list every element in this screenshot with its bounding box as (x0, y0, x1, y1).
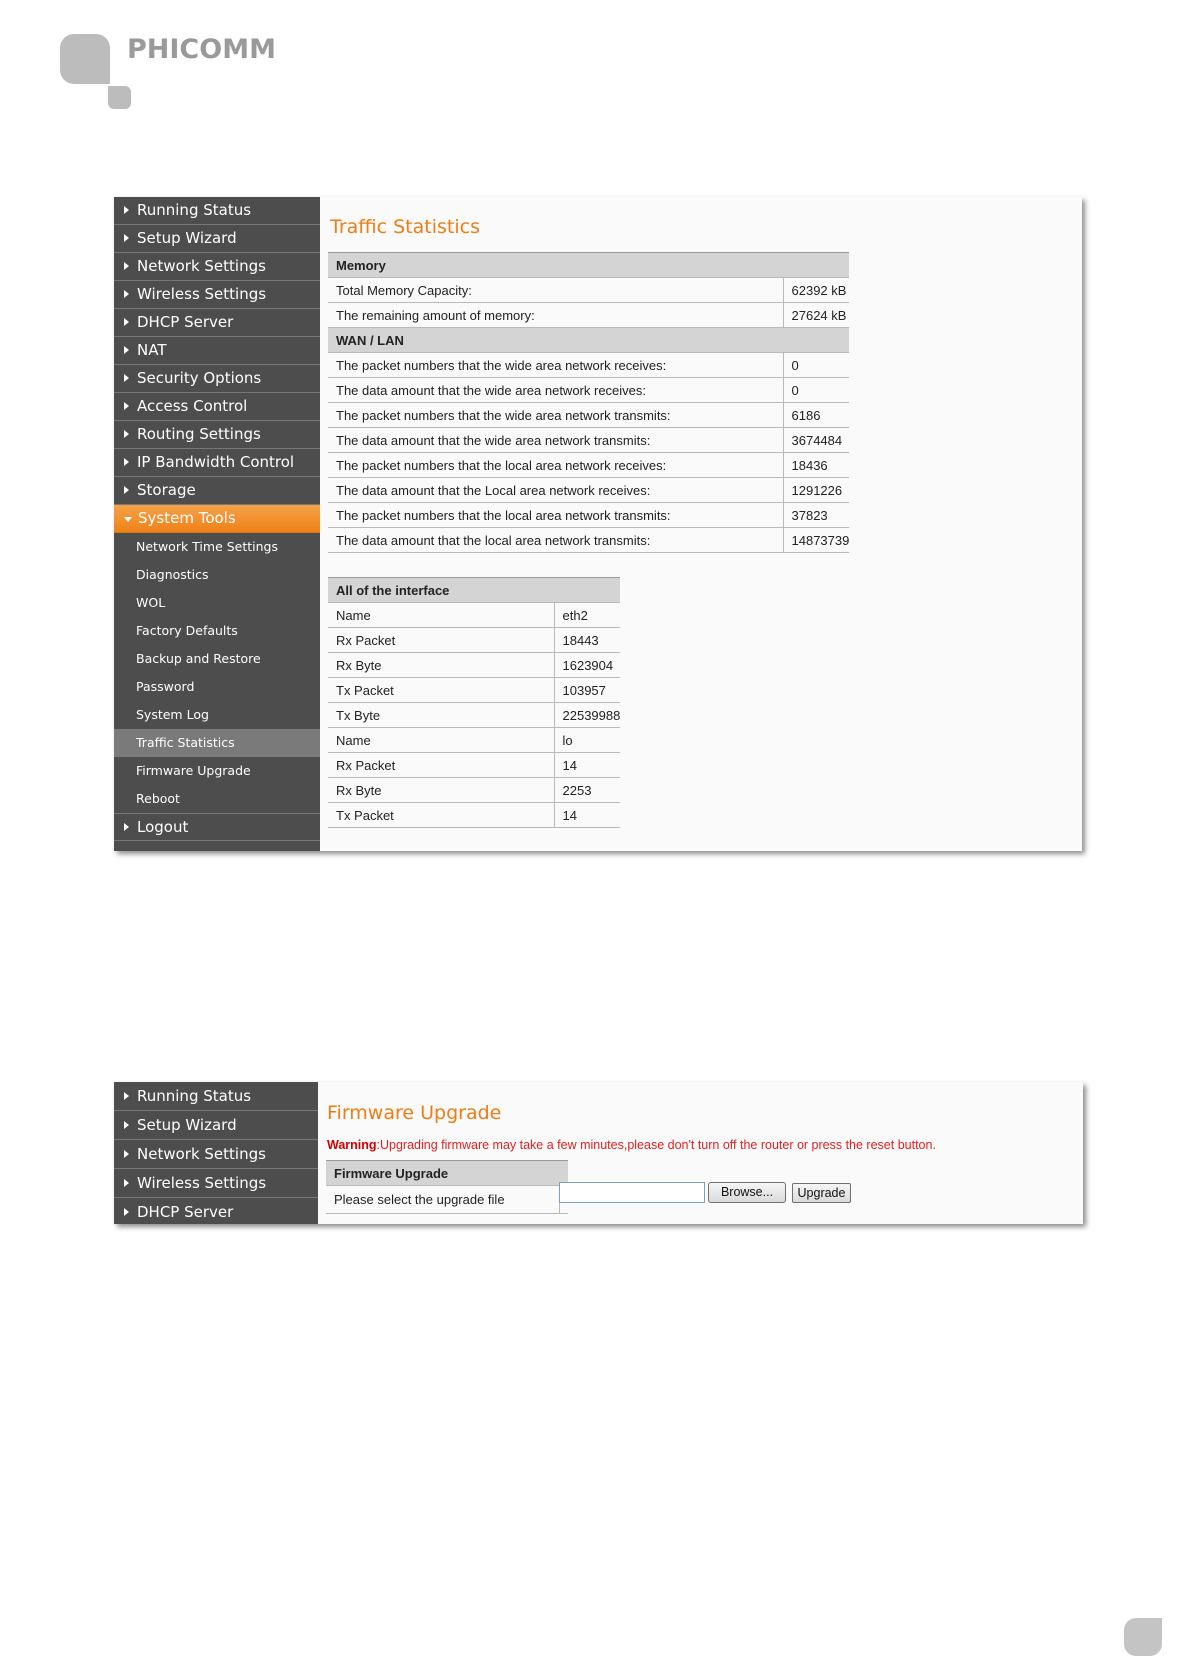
firmware-upgrade-screenshot (114, 1082, 1083, 1224)
triangle-right-icon (124, 430, 129, 438)
row-label: Rx Packet (328, 753, 554, 778)
table-row (328, 728, 620, 753)
table-row (328, 803, 620, 828)
table-row (328, 428, 849, 453)
warning-message (327, 1138, 936, 1152)
triangle-right-icon (124, 1121, 129, 1129)
table-row (328, 603, 620, 628)
menu-label: DHCP Server (137, 313, 234, 331)
section-header-memory: Memory (328, 253, 849, 278)
triangle-right-icon (124, 402, 129, 410)
logo-mark-small (108, 86, 131, 109)
submenu-item-factory-defaults[interactable]: Factory Defaults (136, 623, 238, 638)
triangle-right-icon (124, 823, 129, 831)
menu-label: Security Options (137, 369, 262, 387)
menu-label: Routing Settings (137, 425, 261, 443)
menu-label: Wireless Settings (137, 285, 267, 303)
triangle-right-icon (124, 262, 129, 270)
menu-label: Setup Wizard (137, 229, 237, 247)
row-label: Rx Byte (328, 653, 554, 678)
row-label: The remaining amount of memory: (328, 303, 783, 328)
row-value: 14 (554, 803, 620, 828)
submenu-item-diagnostics[interactable]: Diagnostics (136, 567, 209, 582)
menu-item-network-settings[interactable] (114, 1140, 318, 1169)
row-value: 6186 (783, 403, 849, 428)
page-corner-badge (1124, 1618, 1162, 1656)
sidebar-menu (114, 1082, 318, 1224)
menu-item-setup-wizard[interactable] (114, 1111, 318, 1140)
row-label: Please select the upgrade file (326, 1186, 559, 1214)
row-value: 18443 (554, 628, 620, 653)
table-row (328, 778, 620, 803)
table-row (328, 703, 620, 728)
menu-item-setup-wizard[interactable] (114, 225, 320, 253)
row-value: 2253 (554, 778, 620, 803)
page-title: Traffic Statistics (330, 216, 480, 238)
triangle-right-icon (124, 374, 129, 382)
triangle-right-icon (124, 318, 129, 326)
triangle-right-icon (124, 290, 129, 298)
menu-label: Wireless Settings (137, 1174, 267, 1192)
row-value: 0 (783, 378, 849, 403)
submenu-item-reboot[interactable]: Reboot (136, 791, 180, 806)
section-header-wan-lan: WAN / LAN (328, 328, 849, 353)
submenu-item-system-log[interactable]: System Log (136, 707, 209, 722)
table-row (328, 678, 620, 703)
menu-item-wireless-settings[interactable] (114, 281, 320, 309)
row-label: Rx Packet (328, 628, 554, 653)
memory-wan-table (328, 252, 849, 553)
triangle-right-icon (124, 206, 129, 214)
menu-label: Running Status (137, 201, 252, 219)
row-value: 62392 kB (783, 278, 849, 303)
row-label: The data amount that the local area network transmits: (328, 528, 783, 553)
page-title: Firmware Upgrade (327, 1102, 502, 1124)
row-label: The data amount that the wide area network transmits: (328, 428, 783, 453)
row-value: eth2 (554, 603, 620, 628)
menu-item-access-control[interactable] (114, 393, 320, 421)
row-label: Tx Byte (328, 703, 554, 728)
table-row (328, 378, 849, 403)
triangle-right-icon (124, 346, 129, 354)
warning-prefix: Warning (327, 1138, 377, 1152)
table-row (328, 753, 620, 778)
menu-label: Network Settings (137, 257, 266, 275)
table-row (328, 628, 620, 653)
row-label: Tx Packet (328, 803, 554, 828)
submenu-item-backup-and-restore[interactable]: Backup and Restore (136, 651, 261, 666)
triangle-down-icon (124, 517, 132, 522)
triangle-right-icon (124, 1092, 129, 1100)
row-value: lo (554, 728, 620, 753)
traffic-statistics-screenshot (114, 197, 1082, 851)
table-row (328, 403, 849, 428)
menu-item-nat[interactable] (114, 337, 320, 365)
row-label: Tx Packet (328, 678, 554, 703)
main-content (320, 197, 1082, 851)
table-row (328, 503, 849, 528)
warning-text: :Upgrading firmware may take a few minutes,please don't turn off the router or press the reset button. (376, 1138, 936, 1152)
row-value: 0 (783, 353, 849, 378)
row-value: 3674484 (783, 428, 849, 453)
row-label: Name (328, 603, 554, 628)
menu-label: System Tools (138, 509, 236, 527)
interface-table (328, 577, 620, 828)
table-row (328, 478, 849, 503)
table-row (328, 278, 849, 303)
submenu-item-wol[interactable]: WOL (136, 595, 166, 610)
menu-label: Running Status (137, 1087, 252, 1105)
submenu-item-password[interactable]: Password (136, 679, 195, 694)
row-label: The packet numbers that the local area network transmits: (328, 503, 783, 528)
menu-item-running-status[interactable] (114, 197, 320, 225)
firmware-upgrade-table (326, 1160, 568, 1214)
table-row (328, 303, 849, 328)
logo-text: PHICOMM (127, 34, 276, 65)
row-label: The packet numbers that the local area network receives: (328, 453, 783, 478)
submenu-item-traffic-statistics[interactable]: Traffic Statistics (114, 729, 320, 757)
menu-item-logout[interactable] (114, 813, 320, 841)
row-value: 1623904 (554, 653, 620, 678)
table-row (328, 653, 620, 678)
sidebar-menu (114, 197, 320, 851)
row-label: Rx Byte (328, 778, 554, 803)
row-value: 22539988 (554, 703, 620, 728)
menu-item-running-status[interactable] (114, 1082, 318, 1111)
row-value: 1291226 (783, 478, 849, 503)
menu-label: Logout (137, 818, 189, 836)
table-row (328, 453, 849, 478)
section-header-firmware-upgrade: Firmware Upgrade (326, 1161, 568, 1186)
upgrade-file-input[interactable] (559, 1182, 705, 1203)
triangle-right-icon (124, 1150, 129, 1158)
triangle-right-icon (124, 1208, 129, 1216)
menu-item-routing-settings[interactable] (114, 421, 320, 449)
menu-item-dhcp-server[interactable] (114, 309, 320, 337)
menu-label: DHCP Server (137, 1203, 234, 1221)
section-header-interface: All of the interface (328, 578, 620, 603)
row-label: Name (328, 728, 554, 753)
main-content (318, 1082, 1083, 1224)
table-row (328, 528, 849, 553)
menu-item-network-settings[interactable] (114, 253, 320, 281)
menu-item-dhcp-server[interactable] (114, 1198, 318, 1224)
menu-label: Access Control (137, 397, 248, 415)
logo-mark (60, 34, 110, 84)
menu-item-ip-bandwidth-control[interactable] (114, 449, 320, 477)
row-value: 18436 (783, 453, 849, 478)
menu-label: Storage (137, 481, 196, 499)
row-label: The data amount that the Local area network receives: (328, 478, 783, 503)
menu-label: Network Settings (137, 1145, 266, 1163)
row-value: 27624 kB (783, 303, 849, 328)
browse-button[interactable]: Browse... (708, 1182, 786, 1203)
submenu-item-network-time-settings[interactable]: Network Time Settings (136, 539, 278, 554)
row-label: The packet numbers that the wide area network transmits: (328, 403, 783, 428)
menu-item-storage[interactable] (114, 477, 320, 505)
triangle-right-icon (124, 458, 129, 466)
row-value: 14873739 (783, 528, 849, 553)
menu-item-wireless-settings[interactable] (114, 1169, 318, 1198)
row-value: 14 (554, 753, 620, 778)
table-row (328, 353, 849, 378)
row-label: Total Memory Capacity: (328, 278, 783, 303)
menu-label: NAT (137, 341, 167, 359)
menu-label: IP Bandwidth Control (137, 453, 295, 471)
triangle-right-icon (124, 1179, 129, 1187)
menu-label: Setup Wizard (137, 1116, 237, 1134)
row-label: The data amount that the wide area network receives: (328, 378, 783, 403)
row-value: 103957 (554, 678, 620, 703)
menu-item-system-tools[interactable] (114, 505, 320, 533)
row-value: 37823 (783, 503, 849, 528)
menu-item-security-options[interactable] (114, 365, 320, 393)
upgrade-button[interactable]: Upgrade (792, 1183, 851, 1203)
phicomm-logo (60, 34, 320, 114)
row-label: The packet numbers that the wide area network receives: (328, 353, 783, 378)
triangle-right-icon (124, 486, 129, 494)
submenu-item-firmware-upgrade[interactable]: Firmware Upgrade (136, 763, 251, 778)
table-row (326, 1186, 568, 1214)
triangle-right-icon (124, 234, 129, 242)
